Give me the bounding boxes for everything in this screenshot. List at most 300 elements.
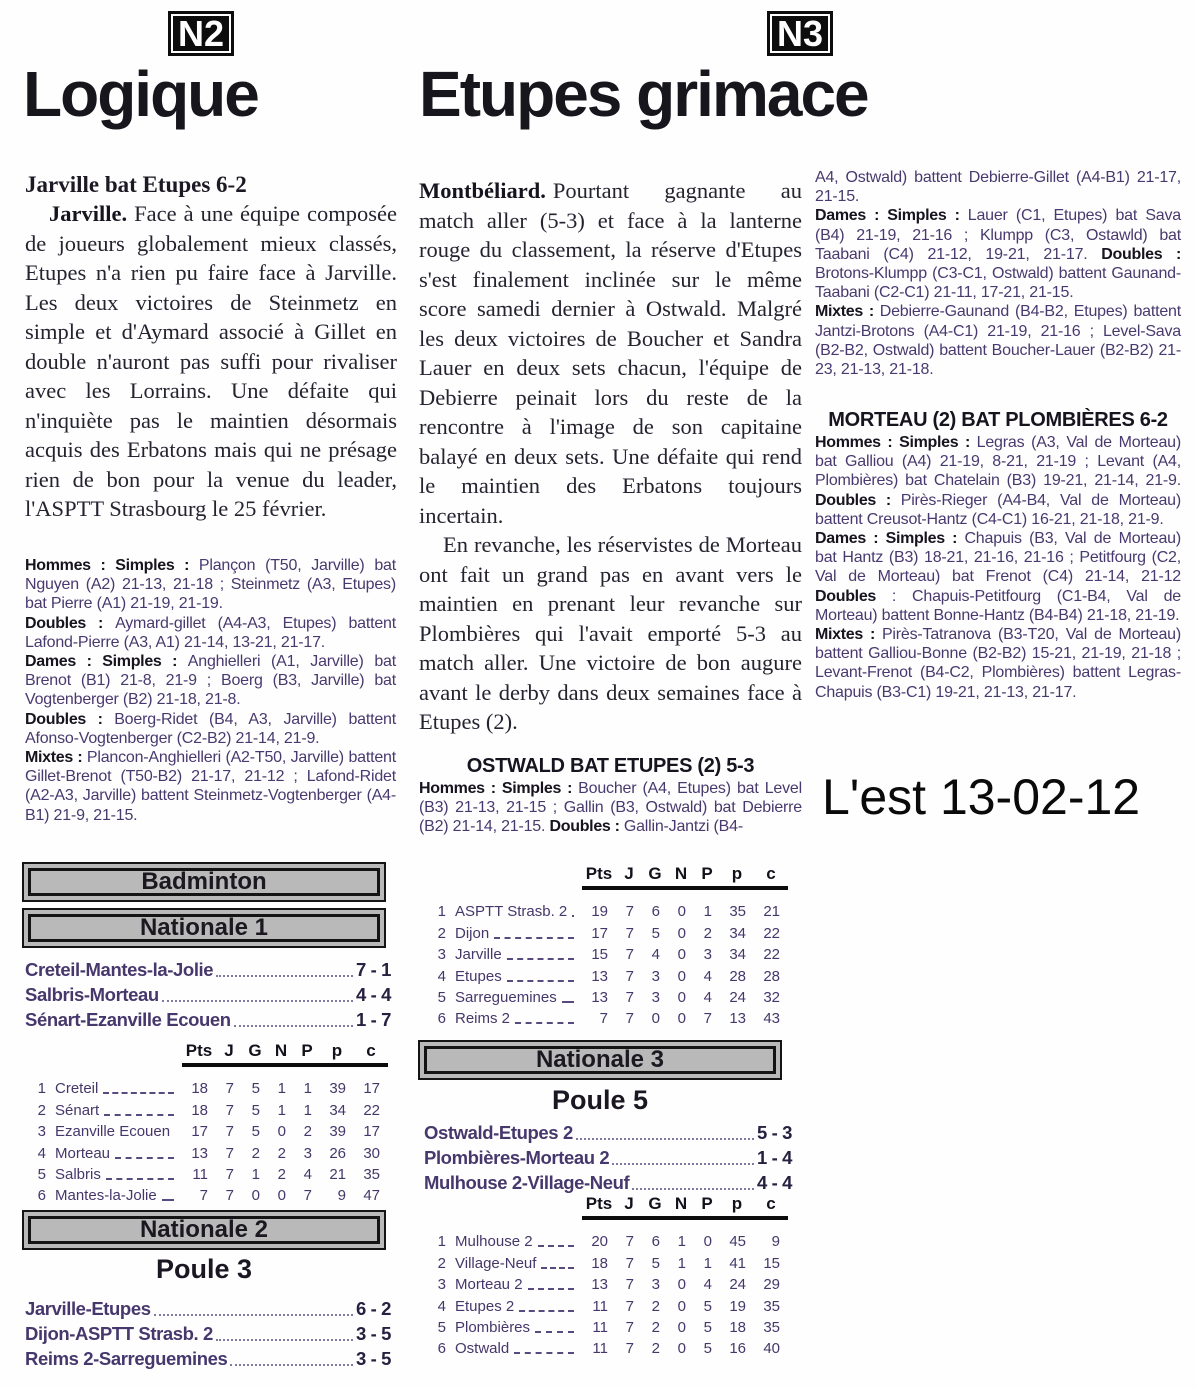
standings-row (28, 1140, 388, 1161)
result-category-label: Dames : Simples : (815, 207, 968, 225)
dashed-leader (515, 1010, 574, 1024)
stat-value: 1 (677, 1233, 686, 1251)
paragraph-text: Pourtant gagnante au match aller (5-3) et face à la lanterne rouge du classement, la réserve d'Etupes s'est finalement inclinée sur le même score samedi dernier à Ostwald. Malgré les deux victoires de Boucher et Sandra Lauer en deux sets chacun, l'équipe de Debierre peinait lors du reste de la rencontre à l'image de son capitaine balayé en deux sets. Une défaite qui rend le maintien des Erbatons toujours incertain. (419, 178, 802, 528)
result-detail-line (419, 779, 802, 837)
stat-value: 7 (625, 1297, 634, 1315)
stat-value: 0 (677, 1297, 686, 1315)
standings-row (28, 1183, 388, 1204)
stat-values (182, 1145, 388, 1162)
result-detail-text: Chapuis (B3, Val de Morteau) bat Hantz (B3) 18-21, 21-16, 21-16 ; Petitfourg (C2, Val de Morteau) bat Frenot (C4) 21-14, 21-12 (815, 530, 1181, 586)
standings-row (428, 1315, 788, 1336)
stat-value: 18 (729, 1318, 746, 1336)
stat-value: 0 (677, 903, 686, 921)
stat-value: 5 (251, 1080, 260, 1098)
stat-value: 22 (763, 946, 780, 964)
team-name: Etupes (455, 967, 502, 985)
stat-value: 35 (763, 1318, 780, 1336)
dashed-leader (519, 1298, 574, 1312)
column-header: Pts (185, 1041, 213, 1060)
rank: 5 (437, 988, 446, 1006)
stat-value: 18 (191, 1080, 208, 1098)
standings-column-headers (582, 864, 788, 890)
dotted-leader (162, 1000, 353, 1002)
stat-value: 39 (329, 1123, 346, 1141)
dotted-leader (216, 1339, 353, 1341)
article-body-n3 (419, 176, 802, 737)
stat-values (582, 989, 788, 1006)
stat-value: 18 (591, 1254, 608, 1272)
stat-value: 7 (625, 1318, 634, 1336)
match-details-ostwald-continued (815, 168, 1181, 379)
stat-value: 7 (599, 1010, 608, 1028)
result-detail-line (815, 625, 1181, 702)
paragraph-text: Face à une équipe composée de joueurs globalement mieux classés, Etupes n'a rien pu faire face à Jarville. Les deux victoires de Steinmetz en simple et d'Aymard associé à Gillet en double n'auront pas suffi pour rivaliser avec les Lorrains. Une défaite qui n'inquiète pas le maintien désormais acquis des Erbatons mais qui ne présage rien de bon pour la venue du leader, l'ASPTT Strasbourg le 25 février. (25, 201, 397, 521)
stat-value: 7 (625, 1340, 634, 1358)
standings-rows (428, 899, 788, 1027)
rank: 6 (437, 1340, 446, 1358)
stat-value: 1 (277, 1080, 286, 1098)
dashed-leader (104, 1102, 174, 1116)
stat-value: 2 (651, 1318, 660, 1336)
stat-value: 3 (651, 988, 660, 1006)
team-name: Village-Neuf (455, 1254, 537, 1272)
stat-value: 7 (225, 1101, 234, 1119)
headline-logique: Logique (23, 58, 258, 130)
stat-value: 7 (625, 1254, 634, 1272)
result-detail-text: Brotons-Klumpp (C3-C1, Ostwald) battent Gaunand-Taabani (C2-C1) 21-11, 17-21, 21-15. (815, 265, 1181, 302)
stat-value: 7 (303, 1187, 312, 1205)
column-header: J (224, 1041, 234, 1060)
stat-value: 35 (763, 1297, 780, 1315)
paragraph (419, 176, 802, 530)
result-detail-text: Pirès-Tatranova (B3-T20, Val de Morteau) battent Galliou-Bonne (B2-B2) 15-21, 21-19, 21-18 ; Levant-Frenot (B4-C2, Plombières) battent Legras-Chapuis (B3-C1) 19-21, 21-13, 21-17. (815, 626, 1181, 701)
result-detail-text: A4, Ostwald) battent Debierre-Gillet (A4-B1) 21-17, 21-15. (815, 169, 1181, 206)
stat-values (182, 1123, 388, 1140)
column-header: G (648, 864, 662, 883)
stat-value: 21 (763, 903, 780, 921)
team-cell (55, 1166, 176, 1183)
stat-value: 26 (329, 1144, 346, 1162)
match-teams: Ostwald-Etupes 2 (424, 1122, 573, 1143)
stat-value: 2 (277, 1165, 286, 1183)
stat-value: 0 (677, 988, 686, 1006)
stat-value: 4 (303, 1165, 312, 1183)
match-teams: Salbris-Morteau (25, 984, 159, 1005)
stat-value: 13 (591, 988, 608, 1006)
stat-value: 16 (729, 1340, 746, 1358)
team-cell (455, 1255, 576, 1272)
result-detail-line (25, 556, 396, 614)
rank: 2 (437, 924, 446, 942)
stat-value: 45 (729, 1233, 746, 1251)
column-header: P (301, 1041, 313, 1060)
team-cell (455, 968, 576, 985)
headline-etupes-grimace: Etupes grimace (419, 58, 868, 130)
team-cell (455, 1010, 576, 1027)
stat-values (582, 1255, 788, 1272)
result-category-label: Mixtes : (815, 303, 880, 321)
match-score: 3 - 5 (355, 1348, 391, 1369)
result-detail-line (815, 206, 1181, 302)
team-name: Etupes 2 (455, 1297, 515, 1315)
stat-value: 1 (677, 1254, 686, 1272)
dashed-leader (562, 989, 574, 1003)
stat-values (582, 968, 788, 985)
stat-value: 0 (251, 1187, 260, 1205)
stat-value: 3 (651, 967, 660, 985)
team-name: Sarreguemines (455, 988, 557, 1006)
paragraph (25, 199, 397, 524)
rank: 1 (437, 903, 446, 921)
result-detail-line (25, 710, 396, 748)
stat-value: 0 (677, 967, 686, 985)
stat-values (182, 1187, 388, 1204)
result-detail-line (815, 529, 1181, 625)
stat-value: 11 (592, 1340, 608, 1358)
stat-value: 24 (729, 988, 746, 1006)
standings-row (428, 985, 788, 1006)
rank: 4 (437, 1297, 446, 1315)
stat-value: 43 (763, 1010, 780, 1028)
stat-values (582, 1298, 788, 1315)
match-score: 5 - 3 (756, 1122, 792, 1143)
standings-row (428, 942, 788, 963)
column-header: p (731, 1194, 743, 1213)
match-details-morteau (815, 433, 1181, 702)
result-category-label: Dames : Simples : (25, 653, 188, 671)
team-cell (55, 1187, 176, 1204)
dotted-leader (234, 1025, 353, 1027)
team-name: Mulhouse 2 (455, 1233, 533, 1251)
standings-row (428, 1006, 788, 1027)
standings-column-headers (582, 1194, 788, 1220)
result-category-label: Dames : Simples : (815, 530, 965, 548)
subhead-jarville-bat-etupes: Jarville bat Etupes 6-2 (25, 172, 247, 197)
stat-values (582, 1340, 788, 1357)
stat-value: 11 (592, 1318, 608, 1336)
result-detail-text: Legras (A3, Val de Morteau) bat Galliou (A4) 21-19, 8-21, 21-19 ; Levant (A4, Plombières) bat Chatelain (B3) 19-21, 21-14, 21-9. (815, 434, 1181, 490)
match-result-row (25, 1320, 391, 1345)
standings-row (428, 1272, 788, 1293)
match-list-nationale1 (25, 956, 391, 1031)
column-header: J (624, 864, 634, 883)
team-cell (455, 1298, 576, 1315)
standings-rows (28, 1076, 388, 1204)
result-category-label: Mixtes : (815, 626, 882, 644)
section-bar-badminton: Badminton (22, 862, 386, 902)
stat-value: 5 (251, 1123, 260, 1141)
team-cell (455, 946, 576, 963)
stat-values (182, 1102, 388, 1119)
stat-value: 18 (191, 1101, 208, 1119)
match-list-nationale2 (25, 1295, 391, 1370)
rank: 2 (37, 1101, 46, 1119)
team-name: Salbris (55, 1165, 101, 1183)
dashed-leader (572, 903, 574, 917)
standings-row (428, 899, 788, 920)
stat-value: 28 (729, 967, 746, 985)
stat-value: 17 (591, 924, 608, 942)
dashed-leader (538, 1233, 574, 1247)
stat-value: 5 (251, 1101, 260, 1119)
paragraph: En revanche, les réservistes de Morteau ont fait un grand pas en avant vers le maintien en prenant leur revanche sur Plombières qui l'avait emporté 5-3 au match aller. Une victoire de bon augure avant le derby dans deux semaines face à Etupes (2). (419, 532, 802, 734)
result-detail-line (25, 614, 396, 652)
stat-value: 7 (225, 1144, 234, 1162)
stat-value: 24 (729, 1276, 746, 1294)
stat-value: 0 (651, 1010, 660, 1028)
match-score: 3 - 5 (355, 1323, 391, 1344)
stat-value: 15 (591, 946, 608, 964)
standings-header-row (428, 1194, 788, 1220)
stat-value: 35 (363, 1165, 380, 1183)
result-detail-line (25, 748, 396, 825)
spacer (28, 1041, 182, 1067)
stat-value: 19 (729, 1297, 746, 1315)
stat-value: 4 (651, 946, 660, 964)
column-header: p (731, 864, 743, 883)
standings-table-nationale3 (428, 1194, 788, 1357)
stat-value: 5 (651, 1254, 660, 1272)
stat-value: 0 (703, 1233, 712, 1251)
dateline-montbeliard: Montbéliard. (419, 178, 546, 203)
result-detail-line (25, 652, 396, 710)
stat-value: 5 (703, 1318, 712, 1336)
section-bar-nationale3: Nationale 3 (418, 1040, 782, 1080)
team-name: Ezanville Ecouen (55, 1123, 171, 1141)
stat-value: 7 (625, 924, 634, 942)
match-details-ostwald (419, 779, 802, 837)
stat-value: 29 (763, 1276, 780, 1294)
dashed-leader (541, 1255, 574, 1269)
rank: 1 (37, 1080, 46, 1098)
team-cell (455, 1233, 576, 1250)
source-date-note: L'est 13-02-12 (822, 769, 1141, 825)
rank: 4 (437, 967, 446, 985)
match-result-row (424, 1169, 792, 1194)
stat-values (582, 1010, 788, 1027)
poule3-title: Poule 3 (155, 1254, 253, 1284)
result-category-label: Hommes : Simples : (815, 434, 977, 451)
standings-row (428, 1336, 788, 1357)
result-detail-text: : Chapuis-Petitfourg (C1-B4, Val de Morteau) battent Bonne-Hantz (B4-B4) 21-18, 21-19. (815, 587, 1181, 624)
result-detail-text: Boucher (A4, Etupes) bat Level (B3) 21-13, 21-15 ; Gallin (B3, Ostwald) bat Debierre (B2) 21-14, 21-15. (419, 780, 802, 836)
team-name: Reims 2 (455, 1010, 511, 1028)
standings-rows (428, 1229, 788, 1357)
standings-row (28, 1162, 388, 1183)
dashed-leader (507, 968, 574, 982)
result-detail-text: Gallin-Jantzi (B4- (623, 818, 743, 836)
rank: 5 (37, 1165, 46, 1183)
stat-value: 1 (277, 1101, 286, 1119)
column-header: N (274, 1041, 288, 1060)
article-body-n2 (25, 199, 397, 524)
stat-value: 4 (703, 967, 712, 985)
stat-values (582, 1276, 788, 1293)
stat-value: 22 (763, 924, 780, 942)
stat-value: 40 (763, 1340, 780, 1358)
stat-value: 20 (591, 1233, 608, 1251)
stat-values (582, 903, 788, 920)
rank: 2 (437, 1254, 446, 1272)
stat-value: 7 (625, 967, 634, 985)
column-header: c (766, 864, 776, 883)
match-score: 7 - 1 (355, 959, 391, 980)
stat-value: 22 (363, 1101, 380, 1119)
stat-value: 13 (591, 1276, 608, 1294)
match-details-n2 (25, 556, 396, 825)
team-name: Creteil (55, 1080, 99, 1098)
rank: 5 (437, 1318, 446, 1336)
column-header: Pts (585, 1194, 613, 1213)
team-name: Mantes-la-Jolie (55, 1187, 157, 1205)
stat-value: 1 (703, 903, 712, 921)
stat-value: 41 (729, 1254, 746, 1272)
stat-value: 15 (763, 1254, 780, 1272)
stat-value: 7 (625, 988, 634, 1006)
stat-value: 0 (677, 1318, 686, 1336)
standings-header-row (28, 1041, 388, 1067)
result-detail-text: Plancon-Anghielleri (A2-T50, Jarville) battent Gillet-Brenot (T50-B2) 21-17, 21-12 ; Lafond-Ridet (A2-A3, Jarville) battent Steinmetz-Vogtenberger (A4-B1) 21-9, 21-15. (25, 749, 396, 824)
stat-value: 2 (651, 1297, 660, 1315)
dotted-leader (612, 1163, 754, 1165)
stat-value: 7 (625, 946, 634, 964)
stat-values (182, 1080, 388, 1097)
stat-value: 7 (625, 1010, 634, 1028)
result-category-label: Doubles : (1101, 245, 1181, 263)
column-header: J (624, 1194, 634, 1213)
section-bar-nationale2: Nationale 2 (22, 1210, 386, 1250)
dashed-leader (494, 925, 574, 939)
match-teams: Mulhouse 2-Village-Neuf (424, 1172, 630, 1193)
stat-value: 6 (651, 1233, 660, 1251)
rank: 4 (37, 1144, 46, 1162)
stat-value: 19 (591, 903, 608, 921)
stat-value: 3 (703, 946, 712, 964)
dotted-leader (576, 1138, 754, 1140)
result-detail-text: Boerg-Ridet (B4, A3, Jarville) battent Afonso-Vogtenberger (C2-B2) 21-14, 21-9. (25, 710, 396, 747)
stat-value: 1 (703, 1254, 712, 1272)
result-detail-line (815, 302, 1181, 379)
match-teams: Plombières-Morteau 2 (424, 1147, 610, 1168)
standings-row (428, 920, 788, 941)
column-header: G (248, 1041, 262, 1060)
stat-value: 2 (703, 924, 712, 942)
match-teams: Dijon-ASPTT Strasb. 2 (25, 1323, 213, 1344)
result-detail-text: Aymard-gillet (A4-A3, Etupes) battent Lafond-Pierre (A3, A1) 21-14, 13-21, 21-17. (25, 614, 396, 651)
column-header: c (366, 1041, 376, 1060)
stat-value: 7 (703, 1010, 712, 1028)
result-detail-text: Debierre-Gaunand (B4-B2, Etupes) battent Jantzi-Brotons (A4-C1) 21-19, 21-16 ; Level-Sava (B2-B2, Ostwald) battent Boucher-Lauer (B2-B2) 21-23, 21-13, 21-18. (815, 303, 1181, 379)
stat-values (182, 1166, 388, 1183)
match-score: 4 - 4 (756, 1172, 792, 1193)
team-name: Plombières (455, 1318, 531, 1336)
standings-row (428, 963, 788, 984)
stat-value: 3 (303, 1144, 312, 1162)
match-result-row (25, 981, 391, 1006)
stat-value: 2 (251, 1144, 260, 1162)
match-result-row (25, 1345, 391, 1370)
result-category-label: Doubles : (25, 614, 116, 632)
standings-row (428, 1250, 788, 1271)
stat-value: 5 (651, 924, 660, 942)
rank: 3 (437, 1276, 446, 1294)
stat-value: 6 (651, 903, 660, 921)
match-teams: Reims 2-Sarreguemines (25, 1348, 228, 1369)
stat-value: 34 (329, 1101, 346, 1119)
stat-value: 2 (651, 1340, 660, 1358)
stat-value: 32 (763, 988, 780, 1006)
result-category-label: Doubles (815, 587, 877, 605)
team-name: Dijon (455, 924, 490, 942)
spacer (428, 864, 582, 890)
stat-value: 7 (199, 1187, 208, 1205)
column-header: P (701, 864, 713, 883)
ostwald-match-title: OSTWALD BAT ETUPES (2) 5-3 (466, 755, 755, 777)
team-name: Jarville (455, 946, 502, 964)
dashed-leader (162, 1187, 174, 1201)
stat-values (582, 946, 788, 963)
dotted-leader (216, 975, 353, 977)
stat-value: 4 (703, 988, 712, 1006)
result-category-label: Hommes : Simples : (419, 780, 579, 797)
dashed-leader (528, 1276, 574, 1290)
stat-value: 17 (363, 1080, 380, 1098)
stat-value: 47 (363, 1187, 380, 1205)
morteau-match-title: MORTEAU (2) BAT PLOMBIÈRES 6-2 (828, 409, 1168, 431)
dashed-leader (535, 1319, 574, 1333)
rank: 1 (437, 1233, 446, 1251)
stat-value: 1 (251, 1165, 260, 1183)
team-cell (455, 1276, 576, 1293)
stat-value: 0 (677, 1340, 686, 1358)
stat-values (582, 1233, 788, 1250)
stat-value: 17 (363, 1123, 380, 1141)
stat-value: 1 (303, 1101, 312, 1119)
match-list-nationale3 (424, 1119, 792, 1194)
stat-value: 4 (703, 1276, 712, 1294)
team-cell (55, 1145, 176, 1162)
team-cell (455, 903, 576, 920)
rank: 3 (37, 1123, 46, 1141)
team-name: Sénart (55, 1101, 100, 1119)
stat-value: 7 (625, 903, 634, 921)
result-detail-text: Anghielleri (A1, Jarville) bat Brenot (B1) 21-8, 21-9 ; Boerg (B3, Jarville) bat Vogtenberger (B2) 21-18, 21-8. (25, 653, 396, 709)
standings-row (28, 1097, 388, 1118)
dateline-jarville: Jarville. (49, 201, 128, 226)
team-cell (455, 1340, 576, 1357)
stat-value: 0 (677, 1010, 686, 1028)
stat-value: 0 (677, 1276, 686, 1294)
match-result-row (25, 956, 391, 981)
stat-value: 13 (191, 1144, 208, 1162)
column-header: Pts (585, 864, 613, 883)
team-cell (55, 1123, 176, 1140)
stat-value: 7 (225, 1165, 234, 1183)
match-score: 1 - 7 (355, 1009, 391, 1030)
stat-value: 0 (677, 946, 686, 964)
match-score: 6 - 2 (355, 1298, 391, 1319)
stat-value: 13 (591, 967, 608, 985)
stat-value: 13 (729, 1010, 746, 1028)
rank: 6 (37, 1187, 46, 1205)
dashed-leader (507, 946, 574, 960)
stat-values (582, 1319, 788, 1336)
match-score: 1 - 4 (756, 1147, 792, 1168)
stat-value: 5 (703, 1340, 712, 1358)
stat-value: 17 (191, 1123, 208, 1141)
dashed-leader (103, 1080, 174, 1094)
standings-row (28, 1076, 388, 1097)
